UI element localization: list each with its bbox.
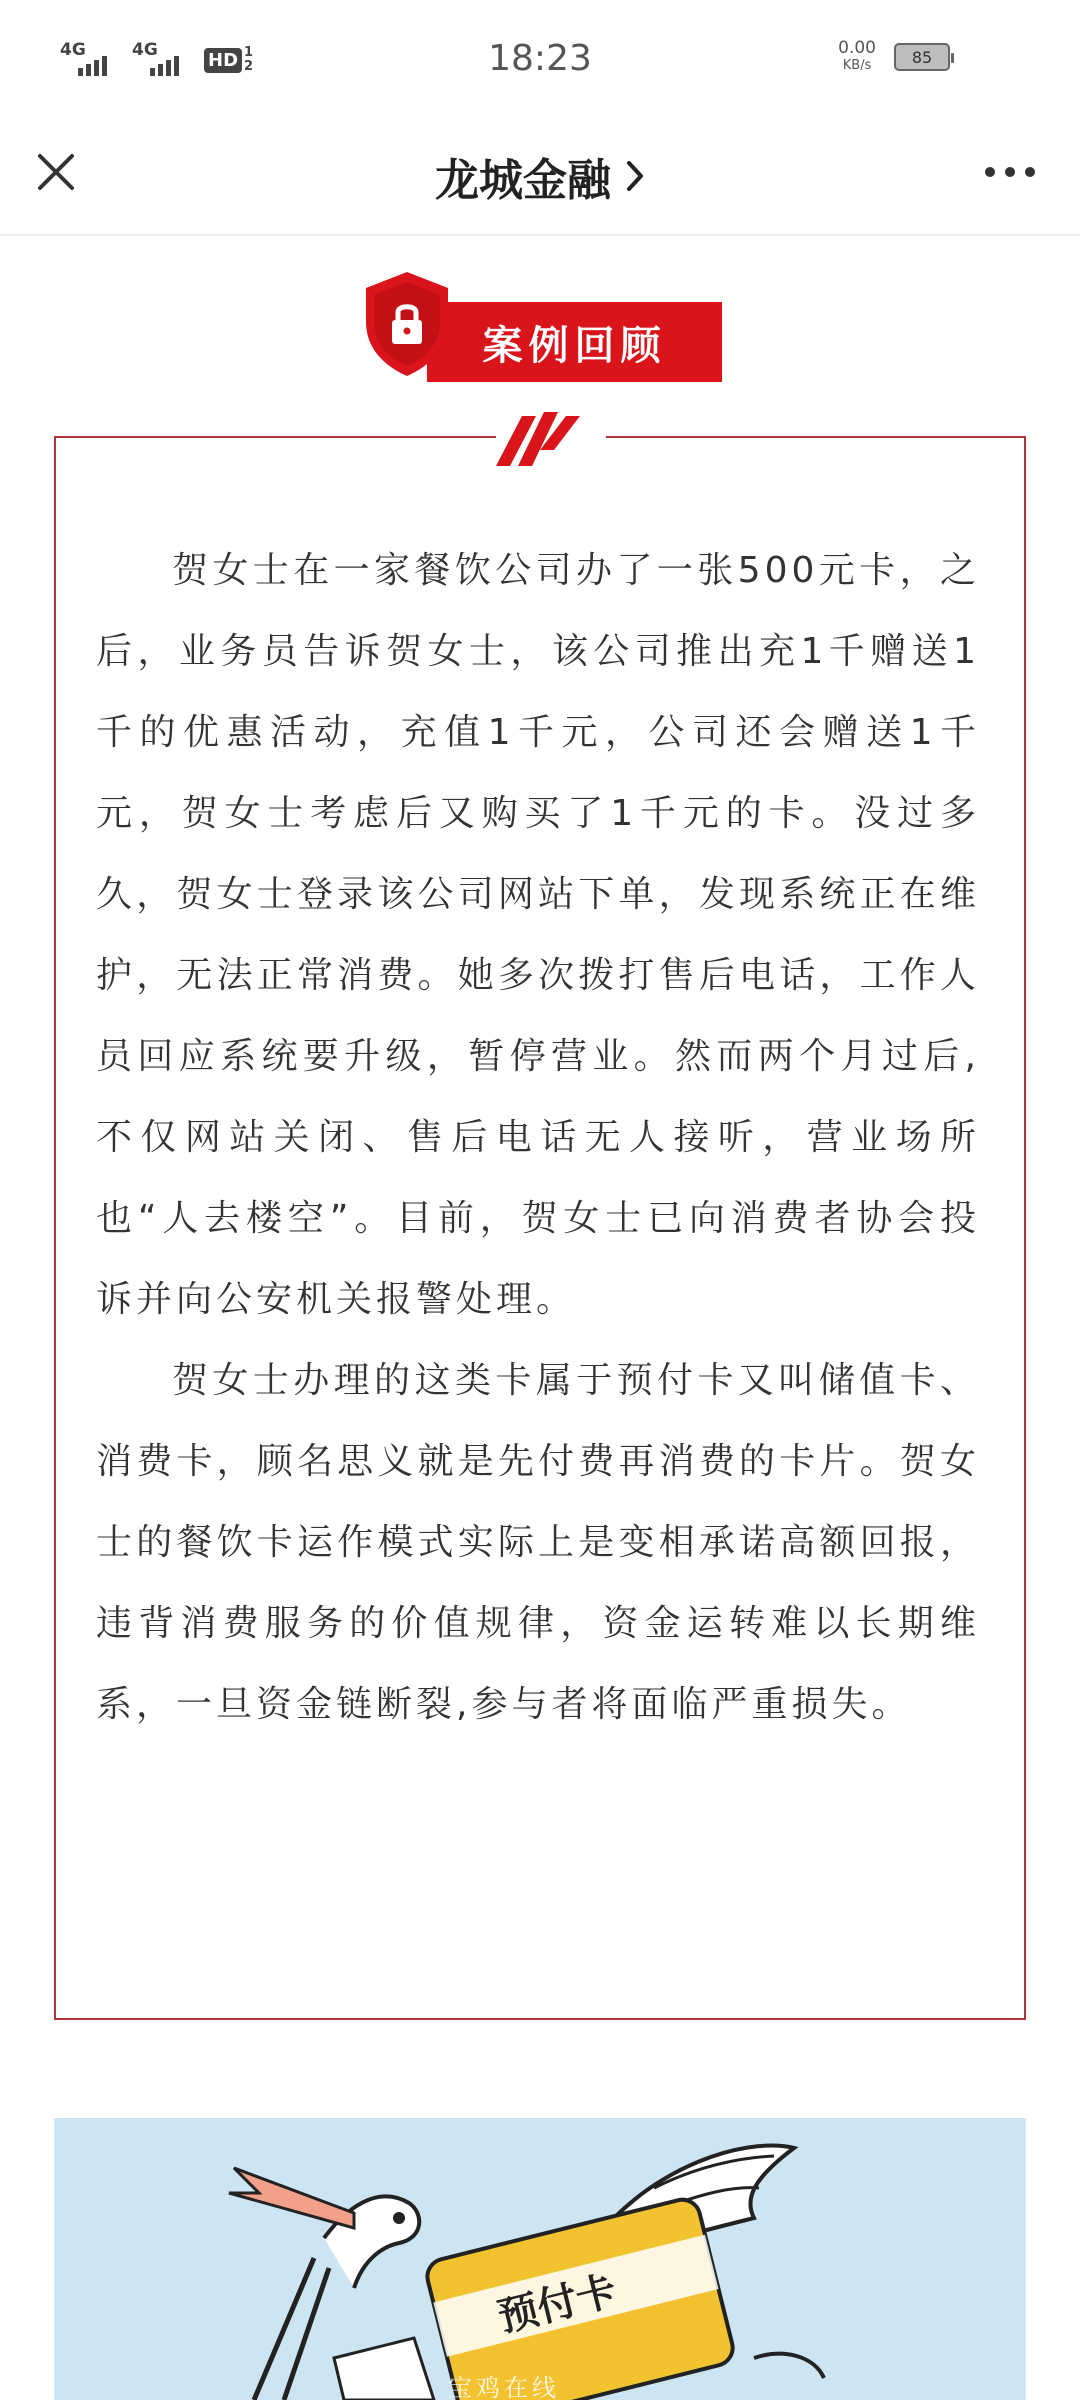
decorative-slashes-icon (496, 410, 606, 472)
case-review-label: 案例回顾 (427, 302, 722, 382)
case-review-badge (362, 270, 722, 380)
card-label: 预付卡 (493, 2267, 622, 2342)
hd-label: HD (204, 48, 242, 73)
battery-level: 85 (911, 47, 933, 67)
network-speed-value: 0.00 (838, 38, 876, 58)
case-text (96, 530, 980, 1745)
battery-icon (894, 43, 950, 71)
watermark: 宝鸡在线 (448, 2374, 560, 2402)
lock-icon (362, 270, 452, 378)
status-right (838, 40, 950, 74)
hd-sim-top: 1 (244, 45, 254, 60)
account-title-link[interactable] (0, 144, 1080, 208)
hd-sim-bottom: 2 (244, 59, 254, 74)
more-button[interactable] (980, 152, 1040, 192)
prepaid-card-illustration (54, 2118, 1026, 2400)
article-content (0, 238, 1080, 2400)
signal-label-2: 4G (132, 40, 158, 60)
more-icon (984, 166, 1036, 178)
status-time: 18:23 (488, 38, 592, 79)
chevron-right-icon (625, 159, 645, 193)
signal-label-1: 4G (60, 40, 86, 60)
network-speed (838, 40, 876, 74)
case-paragraph: 贺女士在一家餐饮公司办了一张500元卡，之后，业务员告诉贺女士，该公司推出充1千赠送1千的优惠活动，充值1千元，公司还会赠送1千元，贺女士考虑后又购买了1千元的卡。没过多久，贺女士登录该公司网站下单，发现系统正在维护，无法正常消费。她多次拨打售后电话，工作人员回应系统要升级，暂停营业。然而两个月过后,不仅网站关闭、售后电话无人接听，营业场所也“人去楼空”。目前，贺女士已向消费者协会投诉并向公安机关报警处理。 (96, 550, 980, 1320)
case-box (54, 436, 1026, 2020)
network-speed-unit: KB/s (842, 58, 872, 73)
nav-bar (0, 120, 1080, 236)
page-title: 龙城金融 (435, 155, 611, 206)
case-paragraph: 贺女士办理的这类卡属于预付卡又叫储值卡、消费卡，顾名思义就是先付费再消费的卡片。贺女士的餐饮卡运作模式实际上是变相承诺高额回报，违背消费服务的价值规律，资金运转难以长期维系，一旦资金链断裂,参与者将面临严重损失。 (96, 1360, 980, 1725)
status-bar (0, 0, 1080, 120)
crane-card-illustration (54, 2118, 1026, 2400)
